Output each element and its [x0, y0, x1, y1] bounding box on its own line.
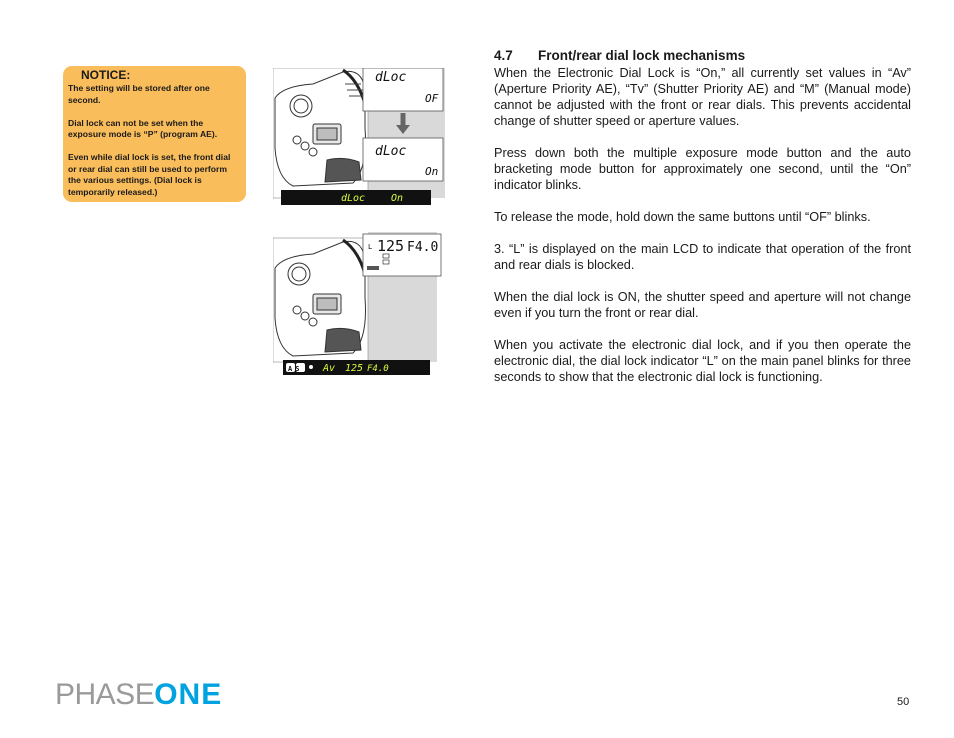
notice-paragraph: Dial lock can not be set when the exposure mode is “P” (program AE).	[68, 117, 218, 139]
notice-box	[63, 66, 246, 202]
body-paragraph: Press down both the multiple exposure mode button and the auto bracketing mode button for approximately one second, until the “On” indicator blinks.	[494, 146, 911, 192]
body-paragraph: When the Electronic Dial Lock is “On,” all currently set values in “Av” (Aperture Priority AE), “Tv” (Shutter Priority AE) and “M” (Manual mode) cannot be adjusted with the front or rear dials. This prevents accidental change of shutter speed or aperture values.	[494, 66, 911, 128]
page-number: 50	[897, 696, 910, 708]
lcd-aperture-value: F4.0	[407, 240, 439, 255]
viewfinder-mode: Av	[323, 363, 336, 374]
notice-paragraph: The setting will be stored after one second.	[68, 83, 210, 105]
body-paragraph: To release the mode, hold down the same buttons until “OF” blinks.	[494, 210, 871, 224]
notice-paragraph: Even while dial lock is set, the front dial or rear dial can still be used to perform the various settings. (Dial lock is temporarily released.)	[68, 152, 231, 197]
body-paragraph: When you activate the electronic dial lock, and if you then operate the electronic dial, the dial lock indicator “L” on the main panel blinks for three seconds to show that the electronic dial lock is functioning.	[494, 338, 911, 384]
logo-one-text: ONE	[154, 678, 223, 711]
viewfinder-badge: AS	[288, 365, 303, 373]
camera-dial-lock-illustration	[273, 68, 445, 208]
lcd-lock-indicator: L	[368, 243, 373, 251]
viewfinder-shutter: 125	[345, 363, 364, 374]
viewfinder-aperture: F4.0	[367, 364, 389, 374]
logo-phase-text: PHASE	[55, 678, 155, 711]
lcd-shutter-value: 125	[377, 237, 405, 255]
viewfinder-left-text: dLoc	[341, 193, 366, 204]
section-title: Front/rear dial lock mechanisms	[538, 48, 746, 63]
notice-title: NOTICE:	[81, 68, 131, 82]
viewfinder-right-text: On	[391, 193, 404, 204]
camera-main-lcd-illustration	[273, 232, 445, 378]
section-heading	[494, 47, 911, 65]
section-dial-lock	[494, 47, 911, 401]
body-paragraph: When the dial lock is ON, the shutter speed and aperture will not change even if you turn the front or rear dial.	[494, 290, 911, 320]
notice-body	[68, 83, 240, 198]
lcd-top-line1: dLoc	[375, 70, 407, 85]
lcd-bottom-line1: dLoc	[375, 144, 407, 159]
section-number: 4.7	[494, 48, 513, 63]
lcd-bottom-line2: On	[425, 165, 439, 178]
lcd-top-line2: OF	[425, 92, 439, 105]
phase-one-logo	[55, 680, 222, 710]
body-paragraph: 3. “L” is displayed on the main LCD to indicate that operation of the front and rear dials is blocked.	[494, 242, 911, 272]
